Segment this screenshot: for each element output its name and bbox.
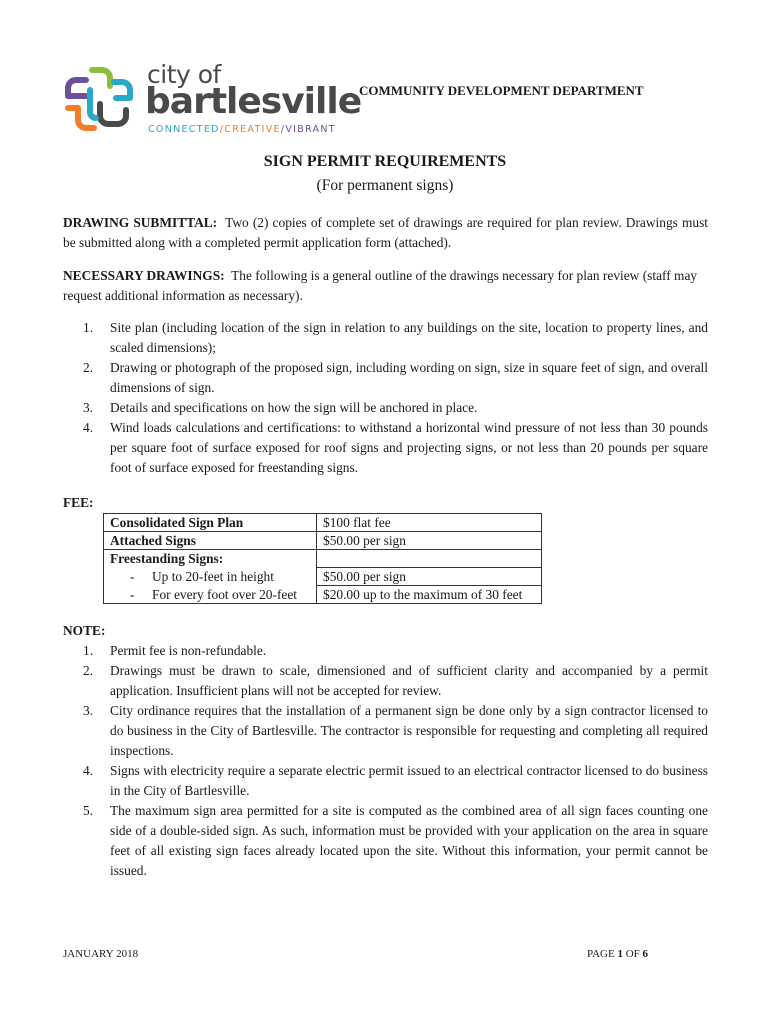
list-item <box>63 661 708 701</box>
necessary-drawings-text: The following is a general outline of the drawings necessary for plan review (staff may request additional information as necessary). <box>63 268 698 303</box>
list-item <box>63 641 708 661</box>
note-label: NOTE: <box>63 623 106 638</box>
fee-amount-cell <box>317 550 542 568</box>
list-item <box>63 318 708 358</box>
list-item <box>63 801 708 881</box>
dash-bullet: - <box>130 568 135 584</box>
fee-label: FEE: <box>63 495 94 510</box>
list-item-number: 1. <box>83 643 94 658</box>
page-total: 6 <box>642 948 649 960</box>
page-prefix: PAGE <box>587 948 615 960</box>
tagline-vibrant: VIBRANT <box>285 124 336 135</box>
tagline-separator: / <box>219 124 225 135</box>
tagline-connected: CONNECTED <box>148 124 220 135</box>
fee-amount-cell: $100 flat fee <box>317 514 542 532</box>
list-item-text: Signs with electricity require a separate electric permit issued to an electrical contractor licensed to do business in the City of Bartlesville. <box>110 763 708 798</box>
list-item-text: City ordinance requires that the installation of a permanent sign be done only by a sign contractor licensed to do business in the City of Bartlesville. The contractor is responsible for requesting and completing all required inspections. <box>110 703 708 758</box>
list-item <box>63 701 708 761</box>
fee-name-cell: Freestanding Signs: <box>104 550 317 568</box>
necessary-drawings-list <box>63 318 708 478</box>
list-item-number: 2. <box>83 663 94 678</box>
list-item <box>63 418 708 478</box>
list-item-number: 3. <box>83 400 94 415</box>
list-item-number: 2. <box>83 360 94 375</box>
city-emblem-icon <box>62 64 138 140</box>
table-row <box>104 586 542 604</box>
page-number <box>587 948 648 960</box>
list-item-text: Site plan (including location of the sign in relation to any buildings on the site, location to property lines, and scaled dimensions); <box>110 320 708 355</box>
page-subtitle: (For permanent signs) <box>316 177 454 194</box>
fee-sub-name: Up to 20-feet in height <box>152 568 274 584</box>
table-row <box>104 532 542 550</box>
page-current: 1 <box>617 948 623 960</box>
drawing-submittal-paragraph <box>63 213 708 253</box>
table-row <box>104 550 542 568</box>
city-logo <box>62 60 362 140</box>
list-item-text: Drawing or photograph of the proposed sign, including wording on sign, size in square feet of sign, and overall dimensions of sign. <box>110 360 708 395</box>
logo-name-text: bartlesville <box>145 81 362 122</box>
fee-name-cell: Attached Signs <box>104 532 317 550</box>
fee-table <box>103 513 542 604</box>
fee-amount-cell: $50.00 per sign <box>317 568 542 586</box>
table-row <box>104 514 542 532</box>
fee-amount-cell: $20.00 up to the maximum of 30 feet <box>317 586 542 604</box>
page-title: SIGN PERMIT REQUIREMENTS <box>263 153 507 170</box>
logo-tagline <box>148 124 336 136</box>
page-of: OF <box>625 948 640 960</box>
table-row <box>104 568 542 586</box>
list-item <box>63 761 708 801</box>
list-item-text: The maximum sign area permitted for a site is computed as the combined area of all sign faces counting one side of a double-sided sign. As such, information must be provided with your application on the area in square feet of all existing sign faces already located upon the site. Without this information, your permit cannot be issued. <box>110 803 708 878</box>
note-list <box>63 641 708 881</box>
department-name: COMMUNITY DEVELOPMENT DEPARTMENT <box>359 83 644 98</box>
list-item-text: Permit fee is non-refundable. <box>110 643 267 658</box>
list-item-number: 1. <box>83 320 94 335</box>
list-item-number: 3. <box>83 703 94 718</box>
fee-amount-cell: $50.00 per sign <box>317 532 542 550</box>
fee-sub-name: For every foot over 20-feet <box>152 586 298 602</box>
necessary-drawings-paragraph <box>63 266 708 306</box>
fee-name-cell <box>104 568 317 586</box>
drawing-submittal-text: Two (2) copies of complete set of drawings are required for plan review. Drawings must be submitted along with a completed permit application form (attached). <box>63 215 708 250</box>
necessary-drawings-label: NECESSARY DRAWINGS: <box>63 268 225 283</box>
list-item-number: 4. <box>83 763 94 778</box>
list-item-text: Details and specifications on how the sign will be anchored in place. <box>110 400 478 415</box>
list-item-text: Wind loads calculations and certifications: to withstand a horizontal wind pressure of not less than 30 pounds per square foot of surface exposed for roof signs and projecting signs, or not less than 20 pounds per square foot of surface exposed for freestanding signs. <box>110 420 708 475</box>
list-item <box>63 398 708 418</box>
list-item <box>63 358 708 398</box>
list-item-number: 4. <box>83 420 94 435</box>
tagline-creative: CREATIVE <box>224 124 281 135</box>
drawing-submittal-label: DRAWING SUBMITTAL: <box>63 215 218 230</box>
fee-name-cell <box>104 586 317 604</box>
tagline-separator: / <box>280 124 286 135</box>
list-item-text: Drawings must be drawn to scale, dimensioned and of sufficient clarity and accompanied by a permit application. Insufficient plans will not be accepted for review. <box>110 663 708 698</box>
list-item-number: 5. <box>83 803 94 818</box>
footer-date: JANUARY 2018 <box>63 948 139 960</box>
fee-name-cell: Consolidated Sign Plan <box>104 514 317 532</box>
logo-city-text: city of <box>147 60 221 89</box>
dash-bullet: - <box>130 586 135 602</box>
